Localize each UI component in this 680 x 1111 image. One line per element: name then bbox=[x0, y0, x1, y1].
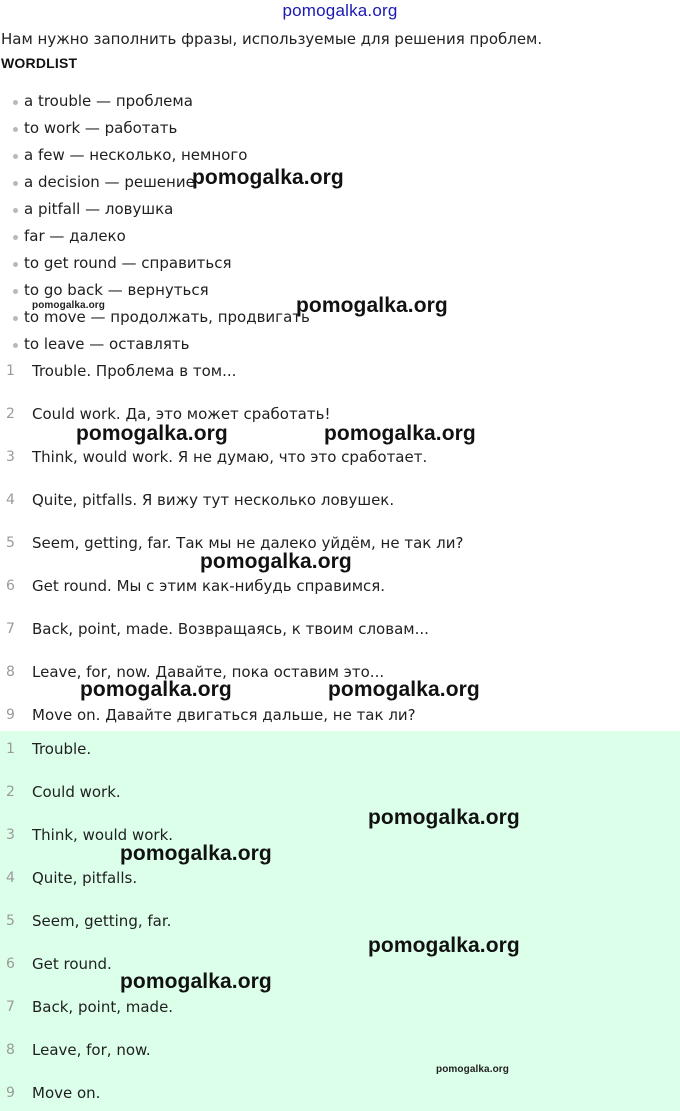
answer-number: 3 bbox=[6, 827, 15, 843]
answer-item bbox=[0, 908, 173, 951]
bullet-icon bbox=[13, 181, 18, 186]
task-item bbox=[0, 487, 463, 530]
wordlist-item-text: to move — продолжать, продвигать bbox=[24, 308, 310, 326]
wordlist-item bbox=[0, 142, 310, 169]
answer-text: Trouble. bbox=[32, 740, 92, 758]
watermark: pomogalka.org bbox=[80, 678, 232, 701]
answer-text: Could work. bbox=[32, 783, 121, 801]
wordlist bbox=[0, 88, 310, 358]
answer-text: Back, point, made. bbox=[32, 998, 174, 1016]
answer-text: Quite, pitfalls. bbox=[32, 869, 138, 887]
wordlist-item-text: a pitfall — ловушка bbox=[24, 200, 174, 218]
answer-item bbox=[0, 1080, 173, 1111]
answer-number: 9 bbox=[6, 1085, 15, 1101]
wordlist-item-text: to get round — справиться bbox=[24, 254, 232, 272]
answer-text: Think, would work. bbox=[32, 826, 174, 844]
wordlist-item bbox=[0, 88, 310, 115]
task-number: 2 bbox=[6, 406, 15, 422]
site-logo[interactable]: pomogalka.org bbox=[282, 1, 398, 20]
bullet-icon bbox=[13, 127, 18, 132]
wordlist-item-text: a few — несколько, немного bbox=[24, 146, 248, 164]
wordlist-heading: WORDLIST bbox=[1, 55, 78, 71]
wordlist-item-text: to work — работать bbox=[24, 119, 178, 137]
wordlist-item bbox=[0, 115, 310, 142]
task-item bbox=[0, 358, 463, 401]
watermark: pomogalka.org bbox=[76, 422, 228, 445]
task-number: 4 bbox=[6, 492, 15, 508]
watermark: pomogalka.org bbox=[200, 550, 352, 573]
answer-text: Seem, getting, far. bbox=[32, 912, 172, 930]
task-number: 6 bbox=[6, 578, 15, 594]
answer-number: 7 bbox=[6, 999, 15, 1015]
bullet-icon bbox=[13, 316, 18, 321]
task-number: 1 bbox=[6, 363, 15, 379]
bullet-icon bbox=[13, 343, 18, 348]
answer-item bbox=[0, 736, 173, 779]
wordlist-item bbox=[0, 223, 310, 250]
task-item bbox=[0, 573, 463, 616]
task-text: Back, point, made. Возвращаясь, к твоим словам... bbox=[32, 620, 429, 638]
wordlist-item-text: far — далеко bbox=[24, 227, 126, 245]
task-text: Could work. Да, это может сработать! bbox=[32, 405, 331, 423]
watermark: pomogalka.org bbox=[120, 970, 272, 993]
task-item bbox=[0, 444, 463, 487]
task-number: 5 bbox=[6, 535, 15, 551]
answer-text: Move on. bbox=[32, 1084, 101, 1102]
task-number: 3 bbox=[6, 449, 15, 465]
answer-number: 1 bbox=[6, 741, 15, 757]
bullet-icon bbox=[13, 262, 18, 267]
wordlist-item bbox=[0, 331, 310, 358]
wordlist-item bbox=[0, 196, 310, 223]
task-number: 9 bbox=[6, 707, 15, 723]
answer-number: 5 bbox=[6, 913, 15, 929]
watermark: pomogalka.org bbox=[368, 934, 520, 957]
bullet-icon bbox=[13, 235, 18, 240]
answer-item bbox=[0, 779, 173, 822]
wordlist-item-text: a decision — решение bbox=[24, 173, 195, 191]
task-text: Quite, pitfalls. Я вижу тут несколько ловушек. bbox=[32, 491, 395, 509]
answers-panel bbox=[0, 731, 680, 1111]
answer-item bbox=[0, 865, 173, 908]
answer-list bbox=[0, 736, 173, 1111]
watermark: pomogalka.org bbox=[120, 842, 272, 865]
task-text: Get round. Мы с этим как-нибудь справимся. bbox=[32, 577, 386, 595]
watermark: pomogalka.org bbox=[324, 422, 476, 445]
bullet-icon bbox=[13, 208, 18, 213]
answer-item bbox=[0, 994, 173, 1037]
task-number: 8 bbox=[6, 664, 15, 680]
answer-number: 8 bbox=[6, 1042, 15, 1058]
answer-text: Leave, for, now. bbox=[32, 1041, 151, 1059]
task-text: Seem, getting, far. Так мы не далеко уйдём, не так ли? bbox=[32, 534, 464, 552]
watermark: pomogalka.org bbox=[296, 294, 448, 317]
wordlist-item-text: to go back — вернуться bbox=[24, 281, 209, 299]
watermark: pomogalka.org bbox=[368, 806, 520, 829]
task-text: Leave, for, now. Давайте, пока оставим это... bbox=[32, 663, 385, 681]
bullet-icon bbox=[13, 154, 18, 159]
task-text: Trouble. Проблема в том... bbox=[32, 362, 237, 380]
answer-number: 6 bbox=[6, 956, 15, 972]
task-number: 7 bbox=[6, 621, 15, 637]
bullet-icon bbox=[13, 289, 18, 294]
task-text: Think, would work. Я не думаю, что это сработает. bbox=[32, 448, 428, 466]
task-text: Move on. Давайте двигаться дальше, не так ли? bbox=[32, 706, 416, 724]
wordlist-item-text: a trouble — проблема bbox=[24, 92, 193, 110]
watermark: pomogalka.org bbox=[32, 300, 105, 311]
answer-number: 4 bbox=[6, 870, 15, 886]
wordlist-item bbox=[0, 250, 310, 277]
answer-text: Get round. bbox=[32, 955, 112, 973]
bullet-icon bbox=[13, 100, 18, 105]
watermark: pomogalka.org bbox=[328, 678, 480, 701]
wordlist-item-text: to leave — оставлять bbox=[24, 335, 190, 353]
watermark: pomogalka.org bbox=[192, 166, 344, 189]
answer-number: 2 bbox=[6, 784, 15, 800]
watermark: pomogalka.org bbox=[436, 1064, 509, 1075]
intro-text: Нам нужно заполнить фразы, используемые для решения проблем. bbox=[1, 30, 543, 48]
answer-item bbox=[0, 1037, 173, 1080]
task-item bbox=[0, 616, 463, 659]
